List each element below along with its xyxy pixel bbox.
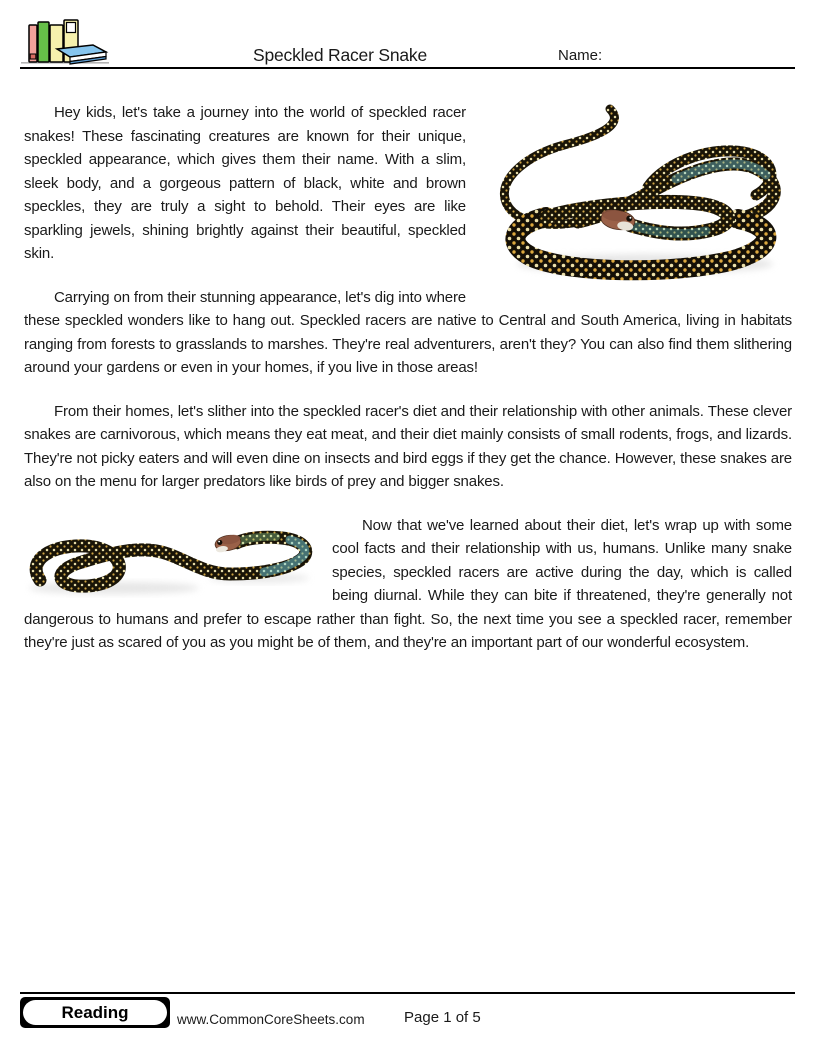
name-label: Name: bbox=[558, 47, 603, 64]
category-badge-label: Reading bbox=[23, 1000, 167, 1025]
coiled-speckled-racer-photo bbox=[480, 101, 792, 286]
snake-head bbox=[600, 208, 636, 232]
footer-divider bbox=[20, 992, 795, 994]
books-logo-icon bbox=[21, 16, 109, 68]
snake-head bbox=[214, 533, 242, 553]
website-text: www.CommonCoreSheets.com bbox=[177, 1012, 365, 1027]
paragraph-1: Hey kids, let's take a journey into the world of speckled racer snakes! These fascinating creatures are known for their unique, speckled appearance, which gives them their name. With a slim, sleek body, and a gorgeous pattern of black, white and brown speckles, they are truly a sight to behold. Their eyes are like sparkling jewels, shining brightly against their beautiful, speckled skin. bbox=[24, 104, 466, 262]
page-title: Speckled Racer Snake bbox=[252, 45, 428, 65]
header-divider bbox=[20, 67, 795, 69]
paragraph-4: Now that we've learned about their diet, let's wrap up with some cool facts and their relationship with us, humans. Unlike many snake species, speckled racers are active during the day, which is called being diurnal. While they can bite if threatened, they're generally not dangerous to humans and prefer to escape rather than fight. So, the next time you see a speckled racer, remember they're just as scared of you as you might be of them, and they're an important part of our wonderful ecosystem. bbox=[24, 516, 792, 651]
coiled-snake-image bbox=[480, 101, 792, 286]
category-badge bbox=[20, 997, 170, 1028]
slithering-snake-image bbox=[24, 520, 318, 604]
paragraph-2: Carrying on from their stunning appearance, let's dig into where these speckled wonders like to hang out. Speckled racers are native to Central and South America, living in habitats ranging from forests to grasslands to marshes. They're real adventurers, aren't they? You can also find them slithering around your gardens or even in your homes, if you live in those areas! bbox=[24, 288, 792, 376]
slithering-speckled-racer-photo bbox=[24, 520, 318, 604]
page-indicator: Page 1 of 5 bbox=[404, 1009, 481, 1026]
paragraph-3: From their homes, let's slither into the speckled racer's diet and their relationship with other animals. These clever snakes are carnivorous, which means they eat meat, and their diet mainly consists of small rodents, frogs, and lizards. They're not picky eaters and will even dine on insects and bird eggs if they get the chance. However, these snakes are also on the menu for larger predators like birds of prey and bigger snakes. bbox=[24, 402, 792, 490]
reading-passage bbox=[24, 101, 792, 675]
